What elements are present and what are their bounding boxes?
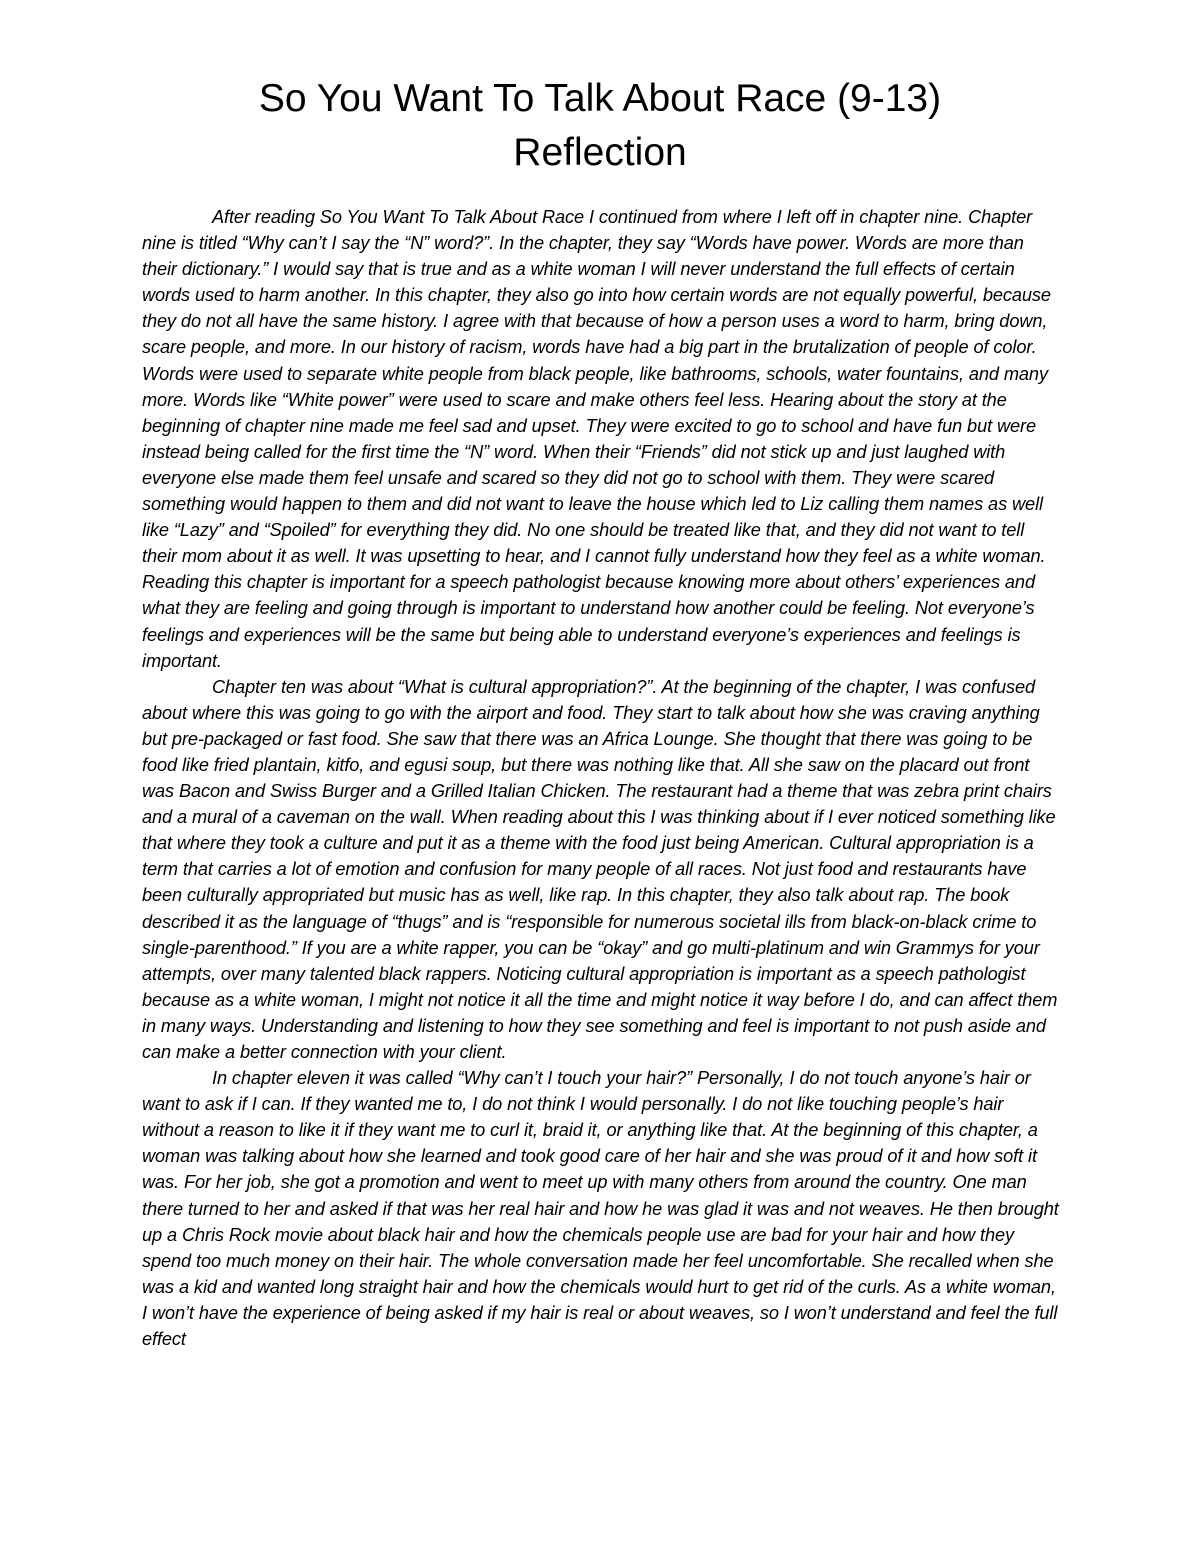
paragraph-chapter-eleven: In chapter eleven it was called “Why can’t I touch your hair?” Personally, I do not touch anyone’s hair or want to ask if I can. If they wanted me to, I do not think I would personally. I do not like touching people’s hair without a reason to like it if they want me to curl it, braid it, or anything like that. At the beginning of this chapter, a woman was talking about how she learned and took good care of her hair and she was proud of it and how soft it was. For her job, she got a promotion and went to meet up with many others from around the country. One man there turned to her and asked if that was her real hair and how he was glad it was and not weaves. He then brought up a Chris Rock movie about black hair and how the chemicals people use are bad for your hair and how they spend too much money on their hair. The whole conversation made her feel uncomfortable. She recalled when she was a kid and wanted long straight hair and how the chemicals would hurt to get rid of the curls. As a white woman, I won’t have the experience of being asked if my hair is real or about weaves, so I won’t understand and feel the full effect: [142, 1068, 1059, 1350]
title-line-2: Reflection: [513, 131, 687, 174]
title-line-1: So You Want To Talk About Race (9-13): [258, 77, 942, 120]
page-title: [150, 72, 1050, 180]
paragraph-chapter-ten: Chapter ten was about “What is cultural appropriation?”. At the beginning of the chapter, I was confused about where this was going to go with the airport and food. They start to talk about how she was craving anything but pre-packaged or fast food. She saw that there was an Africa Lounge. She thought that there was going to be food like fried plantain, kitfo, and egusi soup, but there was nothing like that. All she saw on the placard out front was Bacon and Swiss Burger and a Grilled Italian Chicken. The restaurant had a theme that was zebra print chairs and a mural of a caveman on the wall. When reading about this I was thinking about if I ever noticed something like that where they took a culture and put it as a theme with the food just being American. Cultural appropriation is a term that carries a lot of emotion and confusion for many people of all races. Not just food and restaurants have been culturally appropriated but music has as well, like rap. In this chapter, they also talk about rap. The book described it as the language of “thugs” and is “responsible for numerous societal ills from black-on-black crime to single-parenthood.” If you are a white rapper, you can be “okay” and go multi-platinum and win Grammys for your attempts, over many talented black rappers. Noticing cultural appropriation is important as a speech pathologist because as a white woman, I might not notice it all the time and might notice it way before I do, and can affect them in many ways. Understanding and listening to how they see something and feel is important to not push aside and can make a better connection with your client.: [142, 676, 1058, 1062]
document-body: [142, 204, 1062, 1404]
paragraph-chapter-nine: After reading So You Want To Talk About Race I continued from where I left off in chapter nine. Chapter nine is titled “Why can’t I say the “N” word?”. In the chapter, they say “Words have power. Words are more than their dictionary.” I would say that is true and as a white woman I will never understand the full effects of certain words used to harm another. In this chapter, they also go into how certain words are not equally powerful, because they do not all have the same history. I agree with that because of how a person uses a word to harm, bring down, scare people, and more. In our history of racism, words have had a big part in the brutalization of people of color. Words were used to separate white people from black people, like bathrooms, schools, water fountains, and many more. Words like “White power” were used to scare and make others feel less. Hearing about the story at the beginning of chapter nine made me feel sad and upset. They were excited to go to school and have fun but were instead being called for the first time the “N” word. When their “Friends” did not stick up and just laughed with everyone else made them feel unsafe and scared so they did not go to school with them. They were scared something would happen to them and did not want to leave the house which led to Liz calling them names as well like “Lazy” and “Spoiled” for everything they did. No one should be treated like that, and they did not want to tell their mom about it as well. It was upsetting to hear, and I cannot fully understand how they feel as a white woman. Reading this chapter is important for a speech pathologist because knowing more about others’ experiences and what they are feeling and going through is important to understand how another could be feeling. Not everyone’s feelings and experiences will be the same but being able to understand everyone’s experiences and feelings is important.: [142, 207, 1051, 671]
